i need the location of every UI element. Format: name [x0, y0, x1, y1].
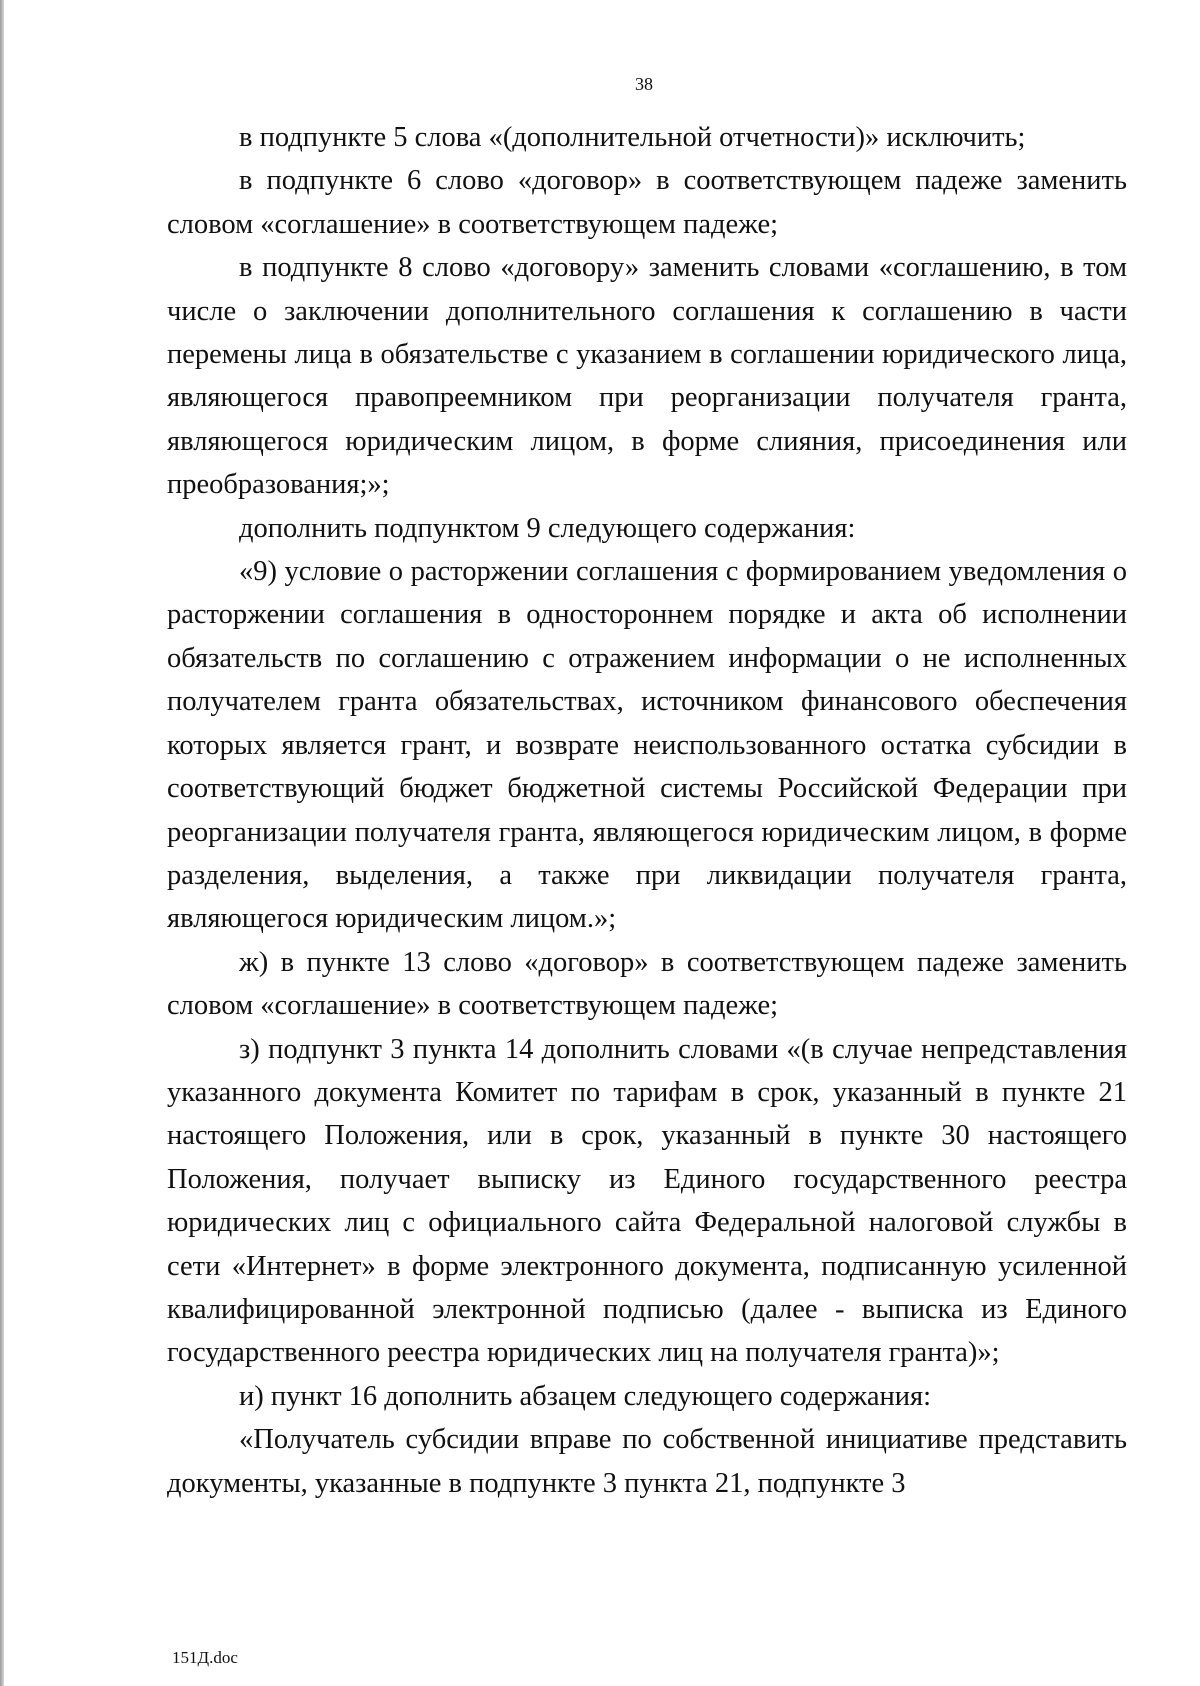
paragraph: в подпункте 8 слово «договору» заменить словами «соглашению, в том числе о заключении дополнительного соглашения к соглашению в части перемены лица в обязательстве с указанием в соглашении юридического лица, являющегося правопреемником при реорганизации получателя гранта, являющегося юридическим лицом, в форме слияния, присоединения или преобразования;»;: [167, 252, 1127, 501]
page-number: 38: [635, 74, 653, 94]
paragraph: «Получатель субсидии вправе по собственной инициативе представить документы, указанные в подпункте 3 пункта 21, подпункте 3: [167, 1424, 1127, 1499]
paragraph: «9) условие о расторжении соглашения с формированием уведомления о расторжении соглашения в одностороннем порядке и акта об исполнении обязательств по соглашению с отражением информации о не исполненных получателем гранта обязательствах, источником финансового обеспечения которых является грант, и возврате неиспользованного остатка субсидии в соответствующий бюджет бюджетной системы Российской Федерации при реорганизации получателя гранта, являющегося юридическим лицом, в форме разделения, выделения, а также при ликвидации получателя гранта, являющегося юридическим лицом.»;: [167, 556, 1127, 935]
paragraph: ж) в пункте 13 слово «договор» в соответствующем падеже заменить словом «соглашение» в соответствующем падеже;: [167, 946, 1127, 1022]
paragraph: в подпункте 6 слово «договор» в соответствующем падеже заменить словом «соглашение» в соответствующем падеже;: [167, 165, 1127, 240]
paragraph: дополнить подпунктом 9 следующего содержания:: [239, 512, 856, 544]
document-body: [167, 116, 1127, 1505]
paragraph: и) пункт 16 дополнить абзацем следующего содержания:: [239, 1380, 932, 1412]
footer-filename: 151Д.doc: [172, 1648, 238, 1667]
paragraph: з) подпункт 3 пункта 14 дополнить словами «(в случае непредставления указанного документа Комитет по тарифам в срок, указанный в пункте 21 настоящего Положения, или в срок, указанный в пункте 30 настоящего Положения, получает выписку из Единого государственного реестра юридических лиц с официального сайта Федеральной налоговой службы в сети «Интернет» в форме электронного документа, подписанную усиленной квалифицированной электронной подписью (далее - выписка из Единого государственного реестра юридических лиц на получателя гранта)»;: [167, 1033, 1127, 1369]
paragraph: в подпункте 5 слова «(дополнительной отчетности)» исключить;: [239, 122, 1026, 153]
scan-edge: [0, 0, 4, 1686]
